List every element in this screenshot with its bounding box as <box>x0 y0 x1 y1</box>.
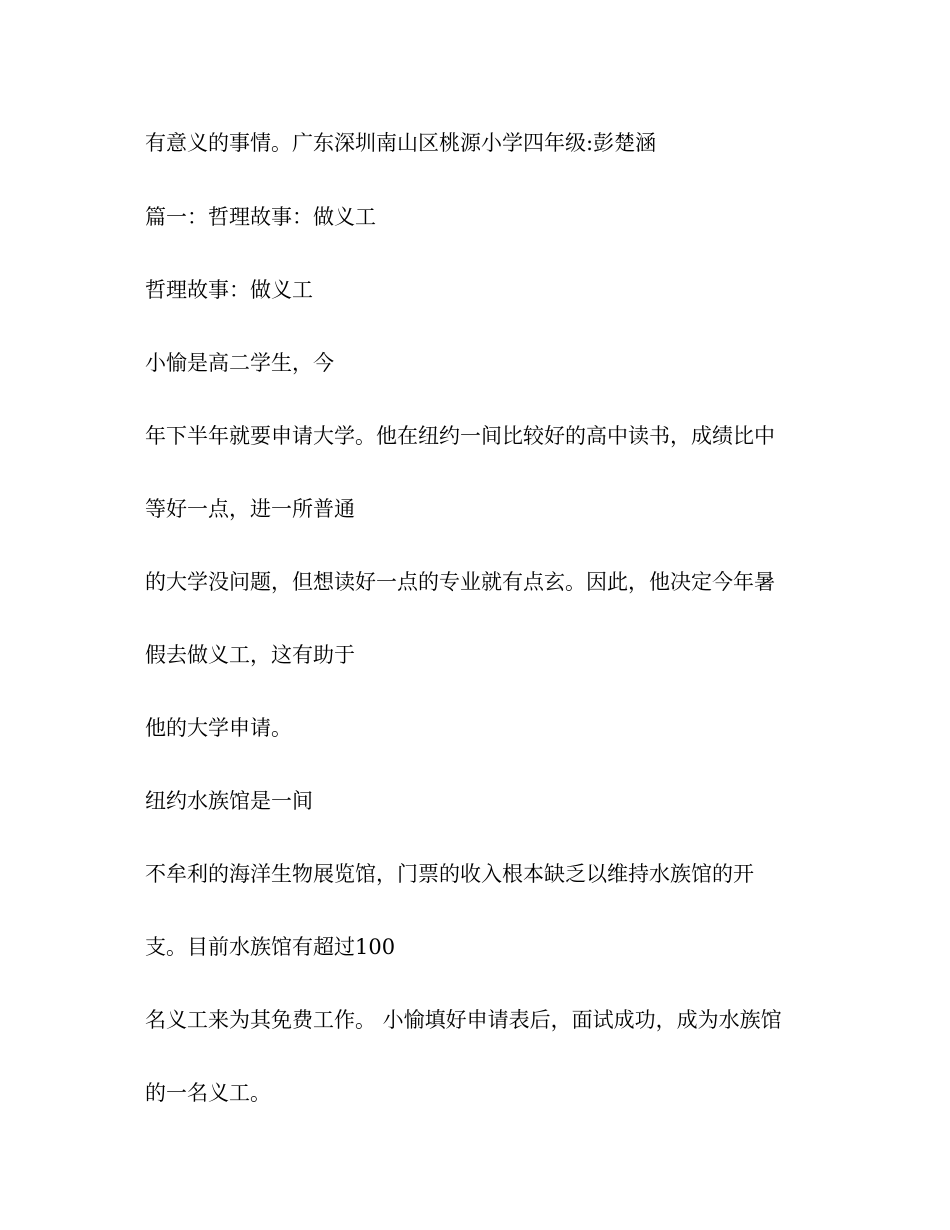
story-title: 哲理故事：做义工 <box>145 278 313 302</box>
paragraph-line: 他的大学申请。 <box>145 716 292 740</box>
paragraph-line: 假去做义工，这有助于 <box>145 643 355 667</box>
paragraph-line: 的大学没问题，但想读好一点的专业就有点玄。因此，他决定今年暑 <box>145 570 775 594</box>
paragraph-line: 的一名义工。 <box>145 1081 271 1105</box>
paragraph-line: 年下半年就要申请大学。他在纽约一间比较好的高中读书，成绩比中 <box>145 424 775 448</box>
paragraph-line: 不牟利的海洋生物展览馆，门票的收入根本缺乏以维持水族馆的开 <box>145 862 754 886</box>
section-heading: 篇一：哲理故事：做义工 <box>145 205 376 229</box>
paragraph-line: 支。目前水族馆有超过100 <box>145 935 396 959</box>
paragraph-line: 等好一点，进一所普通 <box>145 497 355 521</box>
paragraph-line: 纽约水族馆是一间 <box>145 789 313 813</box>
paragraph-line: 名义工来为其免费工作。 小愉填好申请表后，面试成功，成为水族馆 <box>145 1008 782 1032</box>
paragraph-line: 小愉是高二学生，今 <box>145 351 334 375</box>
paragraph-line: 有意义的事情。广东深圳南山区桃源小学四年级:彭楚涵 <box>145 131 657 155</box>
